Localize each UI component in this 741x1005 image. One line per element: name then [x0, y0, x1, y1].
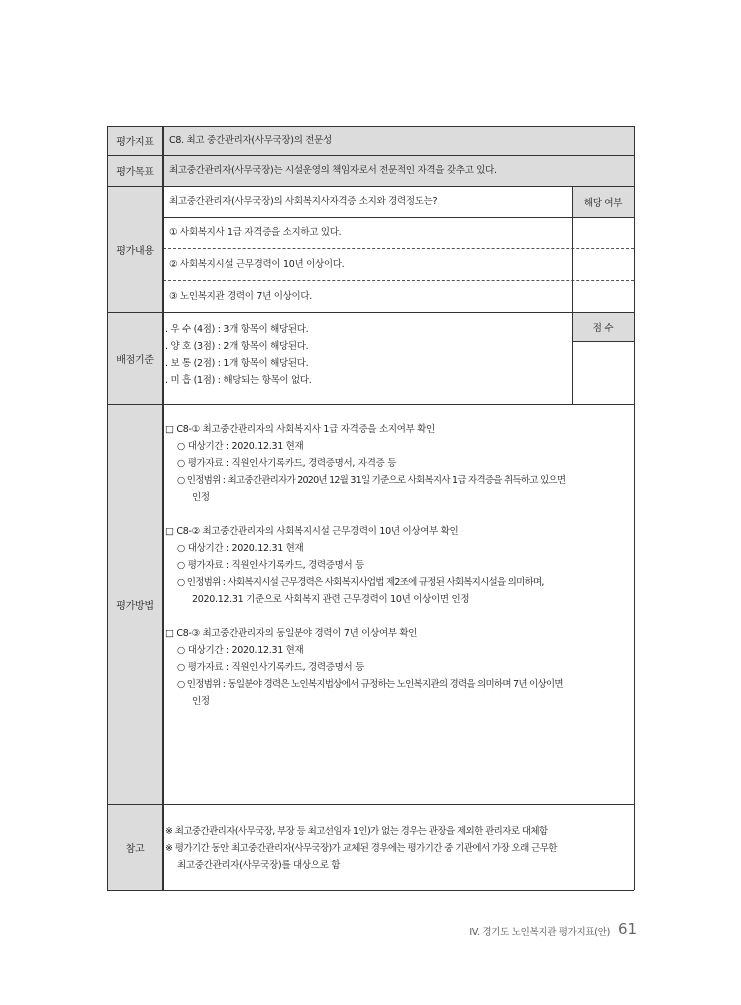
method-line: ○ 인정범위 : 사회복지시설 근무경력은 사회복지사업법 제2조에 규정된 사회복지시설을 의미하며, — [177, 577, 544, 588]
method-line: ○ 평가자료 : 직원인사기록카드, 경력증명서 등 — [177, 560, 364, 571]
method-line-continuation: 인정 — [192, 696, 210, 707]
applicable-header: 해당 여부 — [583, 197, 623, 209]
method-line: ○ 평가자료 : 직원인사기록카드, 경력증명서 등 — [177, 662, 364, 673]
method-label: 평가방법 — [116, 600, 154, 612]
method-line-continuation: 2020.12.31 기준으로 사회복지 관련 근무경력이 10년 이상이면 인정 — [192, 594, 470, 605]
reference-line: ※ 최고중간관리자(사무국장, 부장 등 최고선임자 1인)가 없는 경우는 관장을 제외한 관리자로 대체함 — [165, 826, 548, 837]
table-border-bottom — [107, 890, 634, 891]
content-item: ③ 노인복지관 경력이 7년 이상이다. — [169, 290, 312, 302]
indicator-value: C8. 최고 중간관리자(사무국장)의 전문성 — [169, 135, 332, 146]
applicable-column-divider — [572, 186, 573, 404]
content-question: 최고중간관리자(사무국장)의 사회복지사자격증 소지와 경력정도는? — [169, 196, 438, 207]
scoring-label: 배점기준 — [116, 354, 154, 366]
row-divider — [107, 804, 634, 805]
method-line-continuation: 인정 — [192, 492, 210, 503]
reference-label: 참고 — [125, 843, 145, 855]
method-line: ○ 인정범위 : 동일분야 경력은 노인복지법상에서 규정하는 노인복지관의 경력을 의미하며 7년 이상이면 — [177, 679, 563, 690]
method-section-title: □ C8-② 최고중간관리자의 사회복지시설 근무경력이 10년 이상여부 확인 — [165, 526, 459, 537]
reference-line-continuation: 최고중간관리자(사무국장)를 대상으로 함 — [177, 860, 341, 871]
reference-line: ※ 평가기간 동안 최고중간관리자(사무국장)가 교체된 경우에는 평가기간 중 기관에서 가장 오래 근무한 — [165, 843, 557, 854]
reference-body — [165, 823, 631, 874]
page-number: 61 — [618, 920, 638, 938]
row-divider — [107, 404, 634, 405]
method-section — [165, 421, 631, 506]
score-header: 점 수 — [592, 322, 614, 334]
scoring-item: . 우 수 (4점) : 3개 항목이 해당된다. — [165, 324, 309, 335]
method-line: ○ 대상기간 : 2020.12.31 현재 — [177, 441, 304, 452]
scoring-item: . 양 호 (3점) : 2개 항목이 해당된다. — [165, 341, 309, 352]
method-section — [165, 625, 631, 710]
goal-label: 평가목표 — [116, 167, 154, 178]
indicator-label: 평가지표 — [116, 137, 154, 148]
scoring-list — [165, 321, 565, 389]
scoring-item: . 보 통 (2점) : 1개 항목이 해당된다. — [165, 358, 309, 369]
row-divider — [107, 312, 634, 313]
method-line: ○ 인정범위 : 최고중간관리자가 2020년 12월 31일 기준으로 사회복지사 1급 자격증을 취득하고 있으면 — [177, 475, 566, 486]
method-section-title: □ C8-③ 최고중간관리자의 동일분야 경력이 7년 이상여부 확인 — [165, 628, 418, 639]
content-label: 평가내용 — [116, 245, 154, 257]
row-divider — [572, 341, 634, 342]
content-item: ② 사회복지시설 근무경력이 10년 이상이다. — [169, 258, 345, 270]
footer-text: IV. 경기도 노인복지관 평가지표(안) — [469, 927, 610, 938]
content-item: ① 사회복지사 1급 자격증을 소지하고 있다. — [169, 227, 342, 238]
table-border-right — [634, 126, 635, 890]
method-line: ○ 평가자료 : 직원인사기록카드, 경력증명서, 자격증 등 — [177, 458, 397, 469]
method-line: ○ 대상기간 : 2020.12.31 현재 — [177, 543, 304, 554]
method-section-title: □ C8-① 최고중간관리자의 사회복지사 1급 자격증을 소지여부 확인 — [165, 424, 435, 435]
method-body — [165, 421, 631, 710]
goal-value: 최고중간관리자(사무국장)는 시설운영의 책임자로서 전문적인 자격을 갖추고 있다. — [169, 165, 497, 176]
method-line: ○ 대상기간 : 2020.12.31 현재 — [177, 645, 304, 656]
method-section — [165, 523, 631, 608]
scoring-item: . 미 흡 (1점) : 해당되는 항목이 없다. — [165, 375, 312, 386]
